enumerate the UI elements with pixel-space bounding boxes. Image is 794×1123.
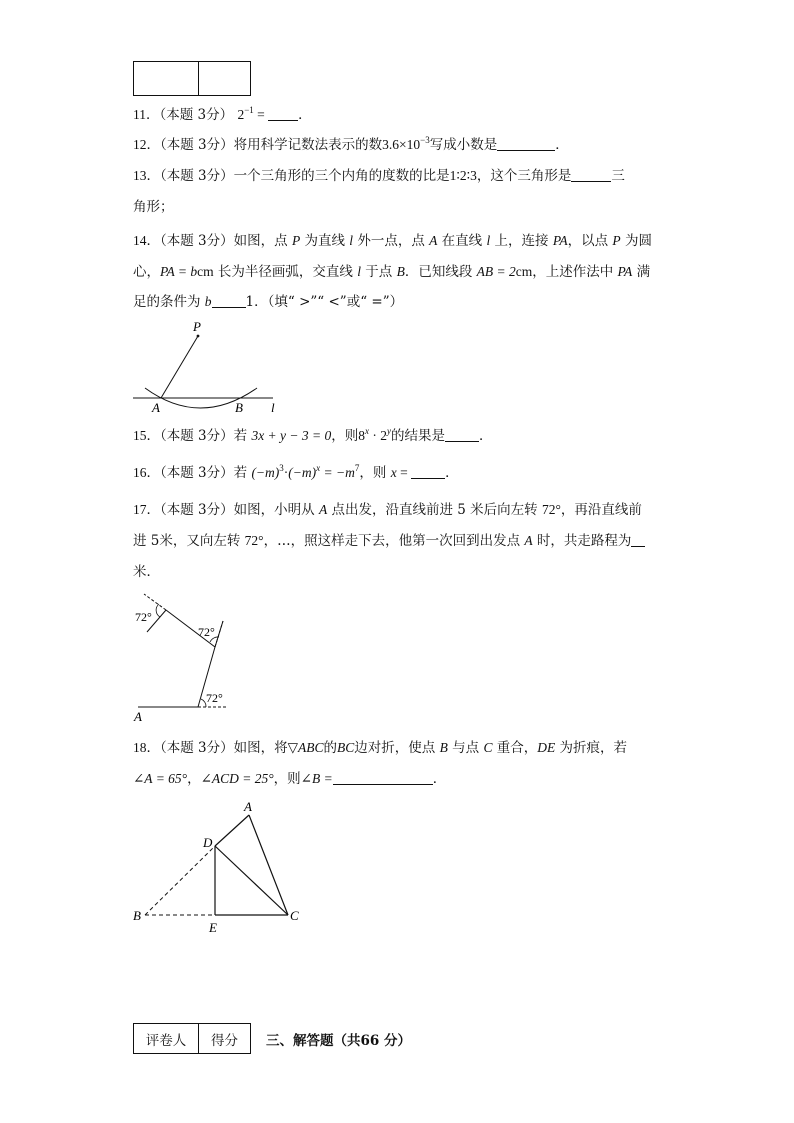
q14-l1-10: ，以点 bbox=[567, 233, 613, 249]
q13-tag: （本题 3分） bbox=[160, 168, 234, 184]
q18-bc: BC bbox=[337, 740, 355, 755]
q14-l1-8: 上，连接 bbox=[490, 233, 553, 249]
q15-expr-a: 8 bbox=[358, 428, 366, 443]
q17-l1-b: 点出发，沿直线前进 5 米后向左转 bbox=[327, 502, 542, 518]
q13-line-2: 角形； bbox=[133, 199, 174, 215]
q12-mantissa: 3.6×10 bbox=[382, 137, 421, 152]
q14-l1-2: 为直线 bbox=[300, 233, 350, 249]
q14-line-2 bbox=[133, 262, 650, 282]
q16-number: 16． bbox=[133, 465, 160, 480]
q15-end: ． bbox=[479, 428, 493, 444]
q13-text-a: 一个三角形的三个内角的度数的比是 bbox=[233, 168, 450, 184]
q13-text-b: ，这个三角形是 bbox=[476, 168, 572, 184]
q14-l2-11: PA bbox=[617, 264, 633, 279]
q14-label-p: P bbox=[193, 319, 201, 334]
q15-answer-blank[interactable] bbox=[445, 429, 479, 442]
q14-l2-5: 于点 bbox=[360, 264, 397, 280]
q15-number: 15． bbox=[133, 428, 160, 443]
q18-l1-e: 重合， bbox=[492, 740, 538, 756]
q14-line-3 bbox=[133, 292, 403, 312]
q17-label-a: A bbox=[134, 709, 142, 724]
q16-tag: （本题 3分） bbox=[160, 465, 234, 481]
grader-box bbox=[133, 1023, 251, 1054]
q12-number: 12． bbox=[133, 137, 160, 152]
q17-line-3: 米． bbox=[133, 564, 160, 580]
question-13 bbox=[133, 166, 625, 186]
q18-angle-acd: ∠ACD = 25° bbox=[200, 771, 274, 786]
q17-angle-label-1: 72° bbox=[206, 691, 223, 705]
q14-l1-11: P bbox=[612, 233, 621, 248]
q17-l1-deg: 72° bbox=[541, 502, 561, 517]
top-score-box bbox=[133, 61, 251, 96]
top-score-cell-2 bbox=[199, 62, 251, 96]
q14-l1-5: A bbox=[429, 233, 438, 248]
q18-label-a: A bbox=[244, 799, 252, 814]
q12-exponent: −3 bbox=[420, 135, 430, 145]
question-17 bbox=[133, 500, 642, 520]
q13-answer-blank[interactable] bbox=[571, 169, 611, 182]
q16-text-a: 若 bbox=[233, 465, 252, 481]
q14-l3-b: b bbox=[204, 294, 212, 309]
q18-figure bbox=[128, 798, 313, 938]
q17-angle-label-3: 72° bbox=[135, 610, 152, 624]
q18-l1-a: 如图，将 bbox=[233, 740, 288, 756]
q18-segment-ac bbox=[249, 815, 288, 915]
q17-tag: （本题 3分） bbox=[160, 502, 234, 518]
q18-segment-da bbox=[215, 815, 249, 846]
q14-l2-7: ．已知线段 bbox=[404, 264, 477, 280]
q17-line-2 bbox=[133, 531, 645, 551]
q11-exponent: −1 bbox=[244, 105, 254, 115]
q14-point-p bbox=[197, 335, 200, 338]
q18-de: DE bbox=[537, 740, 556, 755]
q18-l1-d: 与点 bbox=[447, 740, 484, 756]
q18-segment-dc bbox=[215, 846, 288, 915]
q18-label-c: C bbox=[290, 908, 299, 923]
q14-l1-1: P bbox=[291, 233, 301, 248]
q14-l2-8: AB = 2 bbox=[476, 264, 516, 279]
question-16 bbox=[133, 463, 459, 483]
q18-number: 18． bbox=[133, 740, 160, 755]
q17-answer-blank[interactable] bbox=[631, 534, 645, 547]
q13-text-c: 三 bbox=[611, 168, 625, 184]
q18-tag: （本题 3分） bbox=[160, 740, 234, 756]
grader-cell: 评卷人 bbox=[134, 1024, 199, 1054]
q17-l1-a: 如图，小明从 bbox=[233, 502, 319, 518]
q14-l2-10: ，上述作法中 bbox=[532, 264, 618, 280]
top-score-cell-1 bbox=[134, 62, 199, 96]
q13-number: 13． bbox=[133, 168, 160, 183]
q15-tag: （本题 3分） bbox=[160, 428, 234, 444]
q17-l2-deg: 72° bbox=[244, 533, 264, 548]
q15-text-c: 的结果是 bbox=[391, 428, 446, 444]
q18-label-b: B bbox=[133, 908, 141, 923]
question-12 bbox=[133, 135, 569, 155]
q17-l1-c: ，再沿直线前 bbox=[560, 502, 642, 518]
q14-l3-c: 1．（填“ >”“ <”或“ =”） bbox=[245, 294, 404, 310]
q18-l1-f: 为折痕，若 bbox=[555, 740, 628, 756]
q14-number: 14． bbox=[133, 233, 160, 248]
q12-tag: （本题 3分） bbox=[160, 137, 234, 153]
q16-rhs-exp: 7 bbox=[354, 463, 360, 473]
q12-text-a: 将用科学记数法表示的数 bbox=[233, 137, 383, 153]
q14-l2-9: cm bbox=[515, 264, 533, 279]
q16-dot: · bbox=[283, 465, 289, 480]
q14-tag: （本题 3分） bbox=[160, 233, 234, 249]
q14-l3-a: 足的条件为 bbox=[133, 294, 205, 310]
q18-point-b: B bbox=[439, 740, 448, 755]
q17-ext-3 bbox=[144, 594, 166, 610]
q14-l1-3: l bbox=[349, 233, 354, 248]
q14-l2-2: cm bbox=[197, 264, 214, 279]
q14-l2-4: l bbox=[357, 264, 361, 279]
q15-expr-b: 2 bbox=[380, 428, 388, 443]
q14-l1-4: 外一点，点 bbox=[353, 233, 430, 249]
q15-dot: · bbox=[369, 428, 381, 443]
q14-l2-12: 满 bbox=[632, 264, 651, 280]
q16-answer-blank[interactable] bbox=[411, 466, 445, 479]
q17-l2-point-a: A bbox=[524, 533, 533, 548]
q16-eq: = bbox=[396, 465, 412, 480]
q17-l2-c: 时，共走路程为 bbox=[532, 533, 632, 549]
q15-equation: 3x + y − 3 = 0 bbox=[251, 428, 332, 443]
q18-angle-b: ∠B = bbox=[300, 771, 333, 786]
section-title: 三、解答题（共66 分） bbox=[266, 1033, 411, 1049]
q18-label-d: D bbox=[203, 835, 213, 850]
question-18 bbox=[133, 738, 627, 758]
q14-label-a: A bbox=[152, 400, 160, 415]
q17-figure bbox=[128, 590, 238, 725]
q15-expr-a-exp: x bbox=[365, 426, 370, 436]
q14-l2-1: PA = b bbox=[160, 264, 198, 279]
q16-lhs-a-exp: 3 bbox=[279, 463, 284, 473]
q16-var: x bbox=[390, 465, 397, 480]
q16-text-b: ，则 bbox=[359, 465, 391, 481]
q17-number: 17． bbox=[133, 502, 160, 517]
question-15 bbox=[133, 426, 493, 446]
q16-rhs: = −m bbox=[320, 465, 355, 480]
q18-end: ． bbox=[432, 771, 447, 787]
q14-l1-7: l bbox=[486, 233, 491, 248]
question-14 bbox=[133, 231, 652, 251]
q17-l1-point-a: A bbox=[318, 502, 328, 517]
q14-l1-9: PA bbox=[552, 233, 568, 248]
q18-l1-c: 边对折，使点 bbox=[354, 740, 440, 756]
q15-expr-b-exp: y bbox=[387, 426, 392, 436]
q14-l1-12: 为圆 bbox=[620, 233, 652, 249]
q14-answer-blank[interactable] bbox=[212, 295, 246, 308]
q16-lhs-a: (−m) bbox=[251, 465, 280, 480]
q18-answer-blank[interactable] bbox=[333, 772, 433, 785]
q14-figure bbox=[125, 318, 295, 418]
q14-label-l: l bbox=[271, 400, 275, 415]
q17-l2-b: ，…，照这样走下去，他第一次回到出发点 bbox=[263, 533, 525, 549]
q15-text-b: ，则 bbox=[331, 428, 359, 444]
q14-l2-6: B bbox=[396, 264, 405, 279]
q18-angle-a: ∠A = 65° bbox=[133, 771, 188, 786]
q12-text-b: 写成小数是 bbox=[429, 137, 498, 153]
q11-end: ． bbox=[298, 107, 312, 123]
q18-triangle: ▽ABC bbox=[287, 740, 324, 755]
q14-label-b: B bbox=[235, 400, 243, 415]
q18-l1-b: 的 bbox=[323, 740, 338, 756]
q14-l1-0: 如图，点 bbox=[233, 233, 292, 249]
q18-sep: ， bbox=[187, 771, 201, 787]
q16-end: ． bbox=[445, 465, 459, 481]
q16-lhs-b-exp: x bbox=[316, 463, 321, 473]
q11-tag: （本题 3分） bbox=[159, 107, 234, 123]
q17-angle-label-2: 72° bbox=[198, 625, 215, 639]
q11-base: 2 bbox=[237, 107, 245, 122]
q18-l2-b: ，则 bbox=[273, 771, 301, 787]
q13-ratio: 1∶2∶3 bbox=[449, 168, 477, 183]
q18-label-e: E bbox=[209, 920, 217, 935]
q18-line-2 bbox=[133, 769, 446, 789]
q11-equals: = bbox=[253, 107, 269, 122]
q17-angle-arc-3 bbox=[156, 604, 160, 617]
q16-lhs-b: (−m) bbox=[288, 465, 317, 480]
q15-text-a: 若 bbox=[233, 428, 252, 444]
q17-l2-a: 进 5米，又向左转 bbox=[133, 533, 245, 549]
q12-end: ． bbox=[555, 137, 569, 153]
q11-number: 11． bbox=[133, 107, 160, 122]
q12-answer-blank[interactable] bbox=[497, 138, 555, 151]
question-11 bbox=[133, 105, 312, 125]
q14-l2-3: 长为半径画弧，交直线 bbox=[213, 264, 358, 280]
q18-segment-bd bbox=[145, 846, 215, 915]
q11-answer-blank[interactable] bbox=[268, 108, 298, 121]
q14-l1-6: 在直线 bbox=[437, 233, 487, 249]
q18-point-c: C bbox=[483, 740, 493, 755]
score-cell: 得分 bbox=[199, 1024, 251, 1054]
q14-l2-0: 心， bbox=[133, 264, 160, 280]
q14-segment-pa bbox=[161, 336, 198, 398]
